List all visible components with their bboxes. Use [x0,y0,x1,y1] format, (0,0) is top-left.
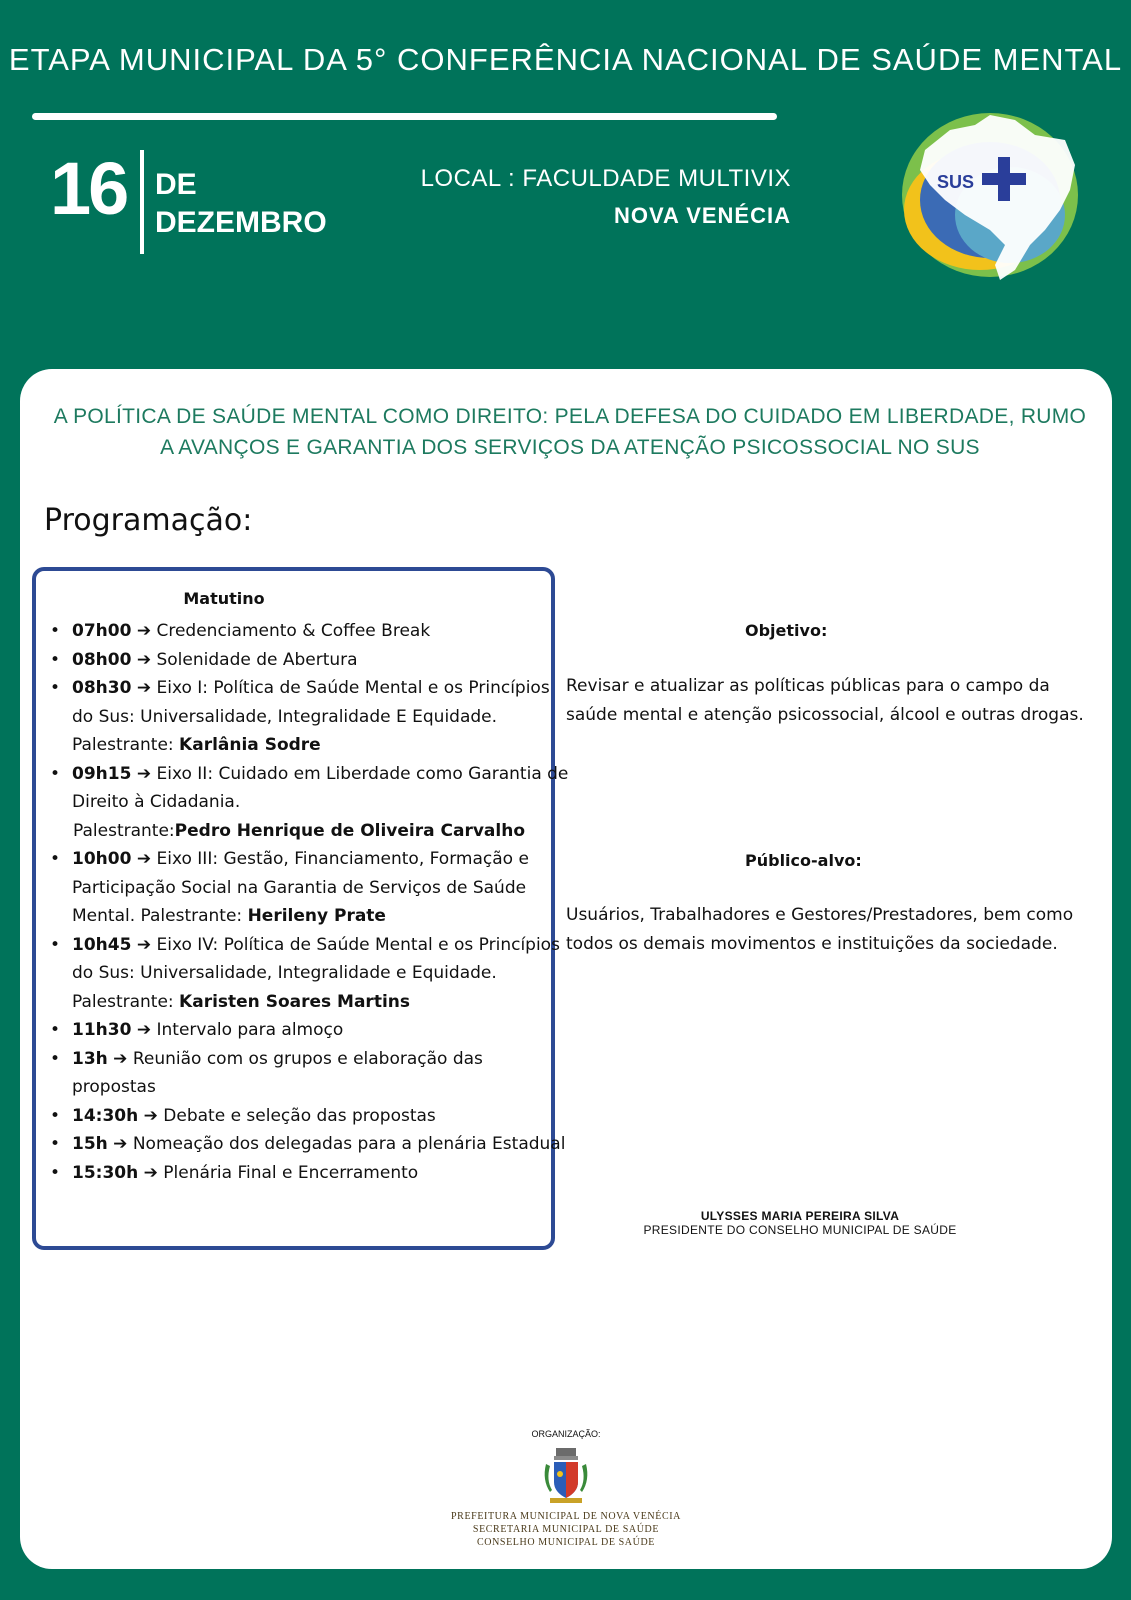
speaker-name: Karisten Soares Martins [179,991,410,1012]
arrow-icon: ➔ [136,678,152,698]
event-title: ETAPA MUNICIPAL DA 5° CONFERÊNCIA NACIONAL DE SAÚDE MENTAL [8,42,1123,77]
arrow-icon: ➔ [143,1162,158,1183]
municipal-crest-icon [542,1446,590,1506]
schedule-item [50,617,570,646]
speaker-name: Herileny Prate [247,906,386,926]
schedule-text: Eixo IV: Política de Saúde Mental e os Princípios do Sus: Universalidade, Integralidade e Equidade. Palestrante: [72,934,560,1012]
organization-line: SECRETARIA MUNICIPAL DE SAÚDE [472,1524,660,1535]
program-period: Matutino [183,589,265,608]
schedule-item [50,1045,570,1102]
arrow-icon: ➔ [136,849,152,869]
header-divider [32,113,777,120]
arrow-icon: ➔ [113,1048,128,1069]
date-month-line1: DE [155,168,197,201]
speaker-name: Pedro Henrique de Oliveira Carvalho [174,820,526,841]
signer-role: PRESIDENTE DO CONSELHO MUNICIPAL DE SAÚDE [643,1223,957,1237]
schedule-time: 11h30 [72,1020,132,1040]
logo-cross-horizontal [982,173,1026,185]
schedule-item [50,1159,570,1188]
program-box [32,567,569,1250]
objective-title: Objetivo: [745,621,828,640]
schedule-time: 08h30 [72,678,132,698]
schedule-time: 10h00 [72,849,132,869]
arrow-icon: ➔ [136,763,152,784]
schedule-text: Eixo I: Política de Saúde Mental e os Princípios do Sus: Universalidade, Integralidade E Equidade. Palestrante: [72,678,550,755]
schedule-item [50,845,570,931]
date-month-line2: DEZEMBRO [155,206,327,239]
schedule-text: Credenciamento & Coffee Break [156,621,431,641]
schedule-time: 15:30h [72,1162,139,1183]
schedule-time: 10h45 [72,934,132,955]
venue-location: LOCAL : FACULDADE MULTIVIX [420,165,791,192]
signature-block [580,1209,1020,1237]
schedule-text: Debate e seleção das propostas [163,1105,436,1126]
schedule-list [50,617,570,1187]
arrow-icon: ➔ [136,621,152,641]
theme-line2: A AVANÇOS E GARANTIA DOS SERVIÇOS DA ATENÇÃO PSICOSSOCIAL NO SUS [160,436,980,459]
date-day: 16 [50,147,127,230]
schedule-time: 14:30h [72,1105,139,1126]
schedule-item [50,931,570,1017]
schedule-text: Solenidade de Abertura [156,649,358,670]
audience-text: Usuários, Trabalhadores e Gestores/Prestadores, bem como todos os demais movimentos e instituições da sociedade. [566,905,1074,954]
schedule-text: Nomeação dos delegadas para a plenária Estadual [132,1134,566,1154]
schedule-item [50,1130,570,1159]
schedule-item [50,646,570,675]
organization-line: CONSELHO MUNICIPAL DE SAÚDE [477,1537,655,1548]
schedule-time: 07h00 [72,621,132,641]
schedule-text: Plenária Final e Encerramento [163,1162,419,1183]
schedule-time: 15h [72,1134,108,1154]
venue-city: NOVA VENÉCIA [613,203,791,228]
schedule-text: Eixo II: Cuidado em Liberdade como Garantia de Direito à Cidadania. [72,763,569,812]
schedule-text: Intervalo para almoço [156,1020,344,1040]
audience-title: Público-alvo: [745,851,862,870]
venue [421,165,791,229]
objective-text: Revisar e atualizar as políticas públicas para o campo da saúde mental e atenção psicossocial, álcool e outras drogas. [566,676,1084,725]
schedule-item [50,760,570,846]
arrow-icon: ➔ [136,1020,152,1040]
speaker-prefix: Palestrante: [73,820,175,841]
schedule-item [50,674,570,760]
schedule-text: Reunião com os grupos e elaboração das propostas [72,1048,483,1097]
content-card [20,369,1112,1569]
conference-theme [30,401,1110,463]
arrow-icon: ➔ [136,649,152,670]
logo-sus-text: SUS [937,172,975,192]
program-heading: Programação: [44,503,253,538]
schedule-time: 08h00 [72,649,132,670]
schedule-time: 13h [72,1048,108,1069]
organization-line: PREFEITURA MUNICIPAL DE NOVA VENÉCIA [451,1511,681,1522]
arrow-icon: ➔ [143,1105,158,1126]
signer-name: ULYSSES MARIA PEREIRA SILVA [700,1209,900,1223]
schedule-text: Eixo III: Gestão, Financiamento, Formação e Participação Social na Garantia de Serviços de Saúde Mental. Palestrante: [72,849,529,926]
schedule-item [50,1016,570,1045]
brazil-map-sus-cross-logo [895,95,1095,295]
organization-names [20,1510,1112,1549]
arrow-icon: ➔ [136,934,152,955]
organization-label: ORGANIZAÇÃO: [531,1429,601,1439]
date-divider [140,150,144,254]
arrow-icon: ➔ [113,1134,128,1154]
speaker-name: Karlânia Sodre [179,735,321,755]
schedule-time: 09h15 [72,763,132,784]
date-month [155,166,327,242]
schedule-item [50,1102,570,1131]
theme-line1: A POLÍTICA DE SAÚDE MENTAL COMO DIREITO: PELA DEFESA DO CUIDADO EM LIBERDADE, RUMO [53,405,1087,428]
